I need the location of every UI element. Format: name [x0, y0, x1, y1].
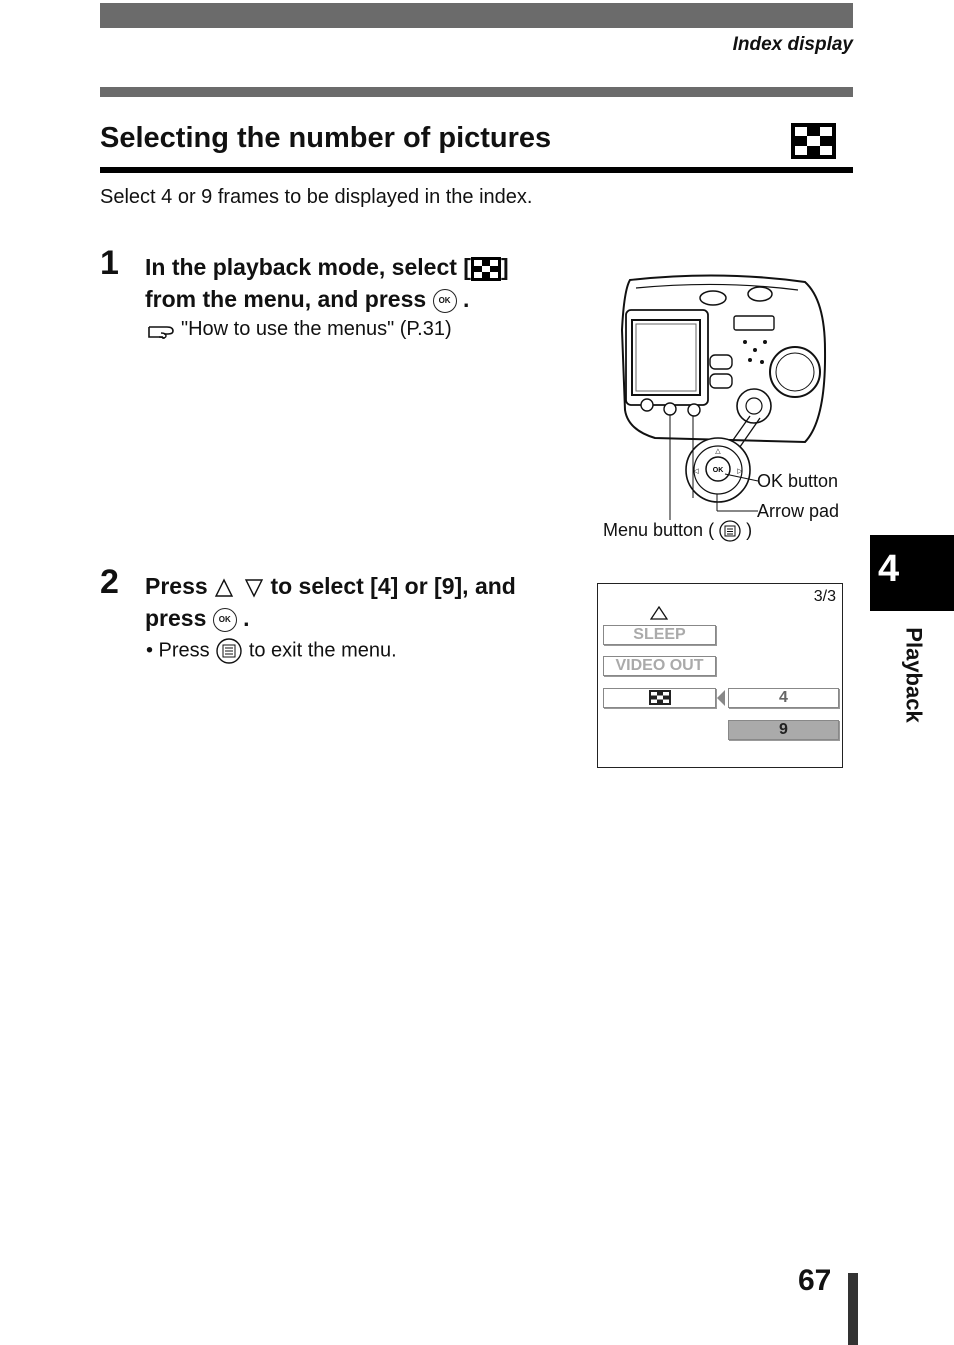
step-2-line2-a: press — [145, 605, 207, 631]
step-1-reference — [147, 318, 452, 341]
menu-button-caption — [603, 520, 752, 542]
menu-item-video-out: VIDEO OUT — [603, 656, 716, 676]
index-display-icon — [649, 690, 671, 705]
chapter-label: Playback — [901, 627, 927, 723]
menu-item-sleep: SLEEP — [603, 625, 716, 645]
step-1-number: 1 — [100, 244, 119, 282]
ok-button-icon: OK — [213, 608, 237, 632]
step-2-press: Press — [145, 573, 208, 599]
intro-text: Select 4 or 9 frames to be displayed in the index. — [100, 186, 533, 208]
page-number: 67 — [798, 1264, 832, 1297]
step-2-line2-b: . — [243, 605, 250, 631]
lcd-menu-screen — [597, 583, 843, 768]
menu-page-indicator: 3/3 — [813, 588, 836, 605]
ok-button-icon: OK — [433, 289, 457, 313]
left-arrow-icon — [716, 689, 726, 707]
svg-text:◁: ◁ — [693, 468, 699, 475]
title-rule — [100, 167, 853, 173]
step-2-number: 2 — [100, 563, 119, 601]
step-2-line1-b: to select [4] or [9], and — [270, 573, 516, 599]
pointing-hand-icon — [147, 319, 181, 341]
step-2-bullet — [146, 637, 397, 665]
menu-item-index — [603, 688, 716, 708]
menu-button-icon — [719, 520, 741, 542]
ok-button-label: OK button — [757, 471, 839, 491]
svg-text:OK: OK — [712, 467, 724, 474]
page-title: Selecting the number of pictures — [100, 122, 552, 154]
step-1-line1-b: ] — [500, 254, 509, 280]
menu-button-close: ) — [746, 520, 753, 540]
reference-text: "How to use the menus" (P.31) — [181, 318, 452, 340]
up-down-arrow-icon — [214, 576, 264, 600]
menu-button-icon — [215, 637, 243, 665]
svg-text:▷: ▷ — [737, 468, 743, 475]
up-arrow-icon — [650, 606, 668, 620]
section-divider — [100, 87, 853, 97]
option-4: 4 — [728, 688, 839, 708]
section-label: Index display — [732, 34, 853, 55]
step-1-line2-b: . — [462, 286, 470, 312]
chapter-number: 4 — [878, 548, 900, 590]
header-bar — [100, 3, 853, 28]
step-1-text — [145, 251, 509, 315]
bullet-exit: to exit the menu. — [248, 639, 397, 662]
arrow-pad-label: Arrow pad — [757, 501, 840, 521]
option-9-selected: 9 — [728, 720, 839, 740]
menu-button-label: Menu button ( — [603, 520, 715, 540]
step-2-text — [145, 570, 516, 634]
bullet-press: • Press — [146, 639, 210, 662]
svg-text:△: △ — [715, 448, 721, 455]
page-number-bar — [848, 1273, 858, 1345]
index-display-icon — [471, 257, 501, 281]
step-1-line2-a: from the menu, and press — [145, 286, 427, 312]
step-1-line1-a: In the playback mode, select [ — [145, 254, 471, 280]
index-display-icon — [791, 123, 836, 159]
